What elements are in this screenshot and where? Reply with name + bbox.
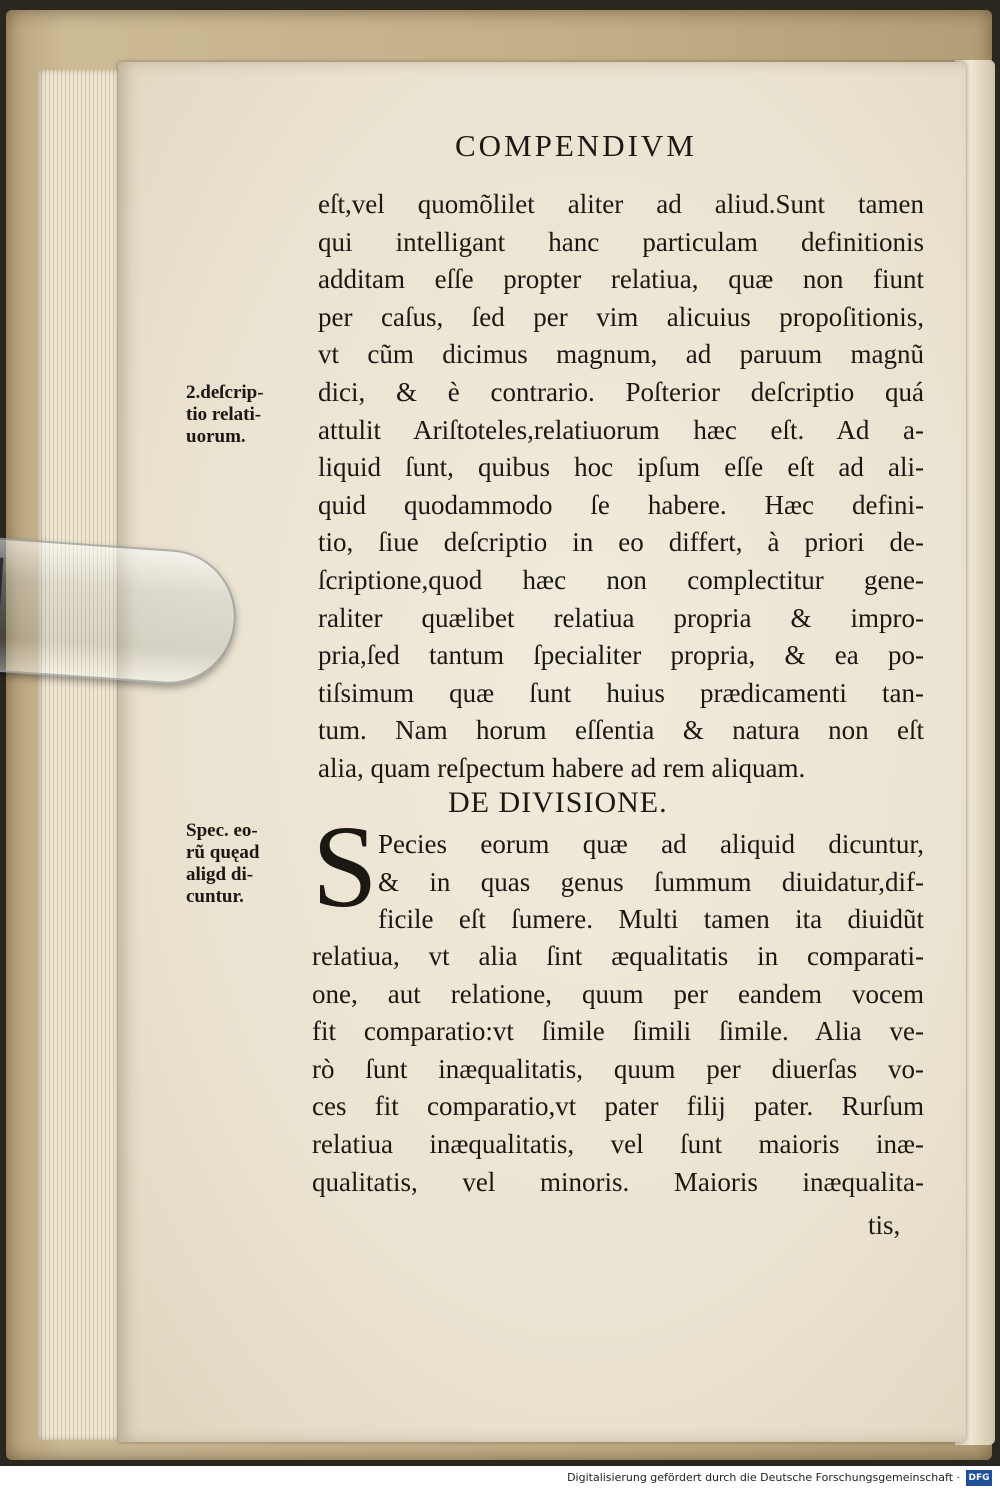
text-line: one, aut relatione, quum per eandem vocem	[312, 978, 924, 1009]
body-text-dropcap	[378, 826, 924, 939]
body-text-bottom	[312, 938, 924, 1201]
marginal-note-species	[186, 820, 259, 908]
body-text-top	[318, 186, 924, 788]
text-line: pria,ſed tantum ſpecialiter propria, & ea po-	[318, 640, 924, 671]
text-line: tiſsimum quæ ſunt huius prædicamenti tan-	[318, 677, 924, 708]
text-line: alia, quam reſpectum habere ad rem aliquam.	[318, 752, 806, 783]
section-heading: DE DIVISIONE.	[448, 786, 668, 819]
footer-credit: Digitalisierung gefördert durch die Deutsche Forschungsgemeinschaft ·	[567, 1471, 960, 1484]
text-line: liquid ſunt, quibus hoc ipſum eſſe eſt ad ali-	[318, 452, 924, 483]
text-line: Pecies eorum quæ ad aliquid dicuntur,	[378, 829, 924, 859]
text-line: per caſus, ſed per vim alicuius propoſitionis,	[318, 301, 924, 332]
marginal-line: cuntur.	[186, 886, 244, 907]
text-line: additam eſſe propter relatiua, quæ non fiunt	[318, 264, 924, 295]
text-line: tio, ſiue deſcriptio in eo differt, à priori de-	[318, 527, 924, 558]
dfg-logo: DFG	[966, 1470, 992, 1486]
drop-cap: S	[312, 801, 378, 932]
marginal-line: rũ quęad	[186, 842, 260, 863]
text-line: quid quodammodo ſe habere. Hæc defini-	[318, 489, 924, 520]
text-line: fit comparatio:vt ſimile ſimili ſimile. Alia ve-	[312, 1016, 924, 1047]
text-line: ces fit comparatio,vt pater filij pater. Rurſum	[312, 1091, 924, 1122]
text-line: attulit Ariſtoteles,relatiuorum hæc eſt. Ad a-	[318, 414, 924, 445]
text-line: tum. Nam horum eſſentia & natura non eſt	[318, 715, 924, 746]
footer-bar	[0, 1466, 1000, 1492]
text-line: rò ſunt inæqualitatis, quum per diuerſas vo-	[312, 1053, 924, 1084]
text-line: eſt,vel quomõlilet aliter ad aliud.Sunt tamen	[318, 189, 924, 219]
text-line: relatiua inæqualitatis, vel ſunt maioris inæ-	[312, 1128, 924, 1159]
text-line: qui intelligant hanc particulam definitionis	[318, 226, 924, 257]
text-line: ſcriptione,quod hæc non complectitur gene-	[318, 564, 924, 595]
marginal-line: Spec. eo-	[186, 820, 258, 841]
glass-page-weight	[0, 536, 240, 688]
marginal-line: tio relati-	[186, 404, 262, 425]
running-head: COMPENDIVM	[455, 128, 697, 163]
text-line: raliter quælibet relatiua propria & impro-	[318, 602, 924, 633]
text-line: & in quas genus ſummum diuidatur,dif-	[378, 866, 924, 897]
marginal-line: 2.deſcrip-	[186, 382, 264, 403]
catchword: tis,	[868, 1210, 901, 1240]
text-line: vt cũm dicimus magnum, ad paruum magnũ	[318, 339, 924, 370]
marginal-line: uorum.	[186, 426, 246, 447]
text-line: qualitatis, vel minoris. Maioris inæqualita-	[312, 1166, 924, 1197]
marginal-note-description	[186, 382, 264, 448]
text-line: ficile eſt ſumere. Multi tamen ita diuidũt	[378, 904, 924, 935]
text-line: relatiua, vt alia ſint æqualitatis in comparati-	[312, 941, 924, 971]
text-line: dici, & è contrario. Poſterior deſcriptio quá	[318, 376, 924, 407]
marginal-line: aligd di-	[186, 864, 254, 885]
